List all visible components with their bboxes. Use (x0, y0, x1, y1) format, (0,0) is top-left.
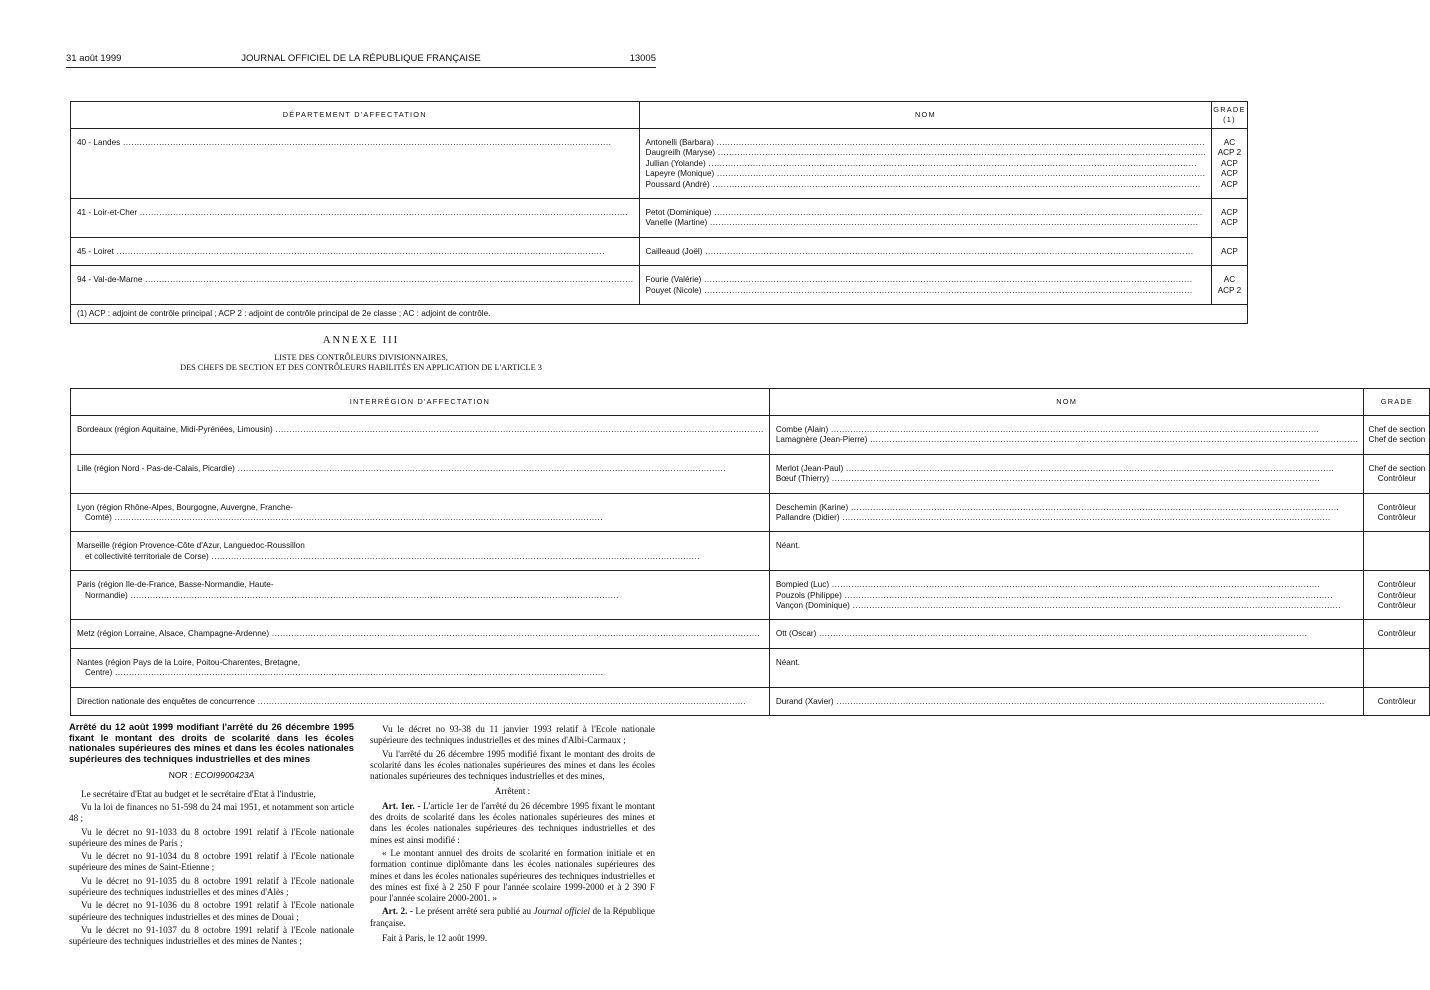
article-2 (370, 906, 655, 929)
article-1-quote: « Le montant annuel des droits de scolarité en formation initiale et en formation continue diplômante dans les écoles nationales supérieures des mines et dans les écoles nationales supérieures des techniques industrielles et des mines est fixé à 2 250 F pour l'année scolaire 1999-2000 et à 2 390 F pour l'année scolaire 2000-2001. » (370, 847, 655, 904)
annex-subtitle-line-2: DES CHEFS DE SECTION ET DES CONTRÔLEURS HABILITÉS EN APPLICATION DE L'ARTICLE 3 (180, 362, 542, 372)
person-name: Lamagnère (Jean-Pierre) ..... (776, 435, 1359, 445)
grade-value: Chef de section (1368, 463, 1426, 473)
name-cell (639, 266, 1212, 305)
table-row (71, 532, 1430, 571)
affectation-cell (71, 237, 640, 265)
grade-cell (1364, 620, 1430, 648)
grade-value: Contrôleur (1377, 513, 1417, 523)
grade-cell (1364, 571, 1430, 620)
decree-title: Arrêté du 12 août 1999 modifiant l'arrêté du 26 décembre 1995 fixant le montant des droits de scolarité dans les écoles nationales supérieures des mines et dans les écoles nationales supérieures des techniques industrielles et des mines (69, 721, 354, 764)
grade-value (1368, 541, 1425, 551)
person-name: Pallandre (Didier) ..... (776, 513, 1359, 523)
header-rule (66, 67, 656, 68)
nor-label: NOR : (168, 770, 193, 781)
affectation-cell (71, 620, 770, 648)
column-header-grade: GRADE (1) (1212, 102, 1247, 129)
grade-value: Contrôleur (1377, 629, 1417, 639)
affectation-cell (71, 571, 770, 620)
table-row (71, 687, 1430, 715)
grade-cell (1364, 532, 1430, 571)
affectation-cell (71, 266, 640, 305)
name-cell (639, 199, 1212, 238)
table-row (71, 199, 1248, 238)
grade-value: ACP (1221, 179, 1238, 189)
affectation-cell (71, 129, 640, 199)
table-header-row (71, 102, 1248, 129)
grade-value: ACP (1221, 208, 1238, 218)
decree-right-column (370, 724, 655, 946)
table-row (71, 454, 1430, 493)
grade-value: Contrôleur (1377, 580, 1417, 590)
grade-value (1368, 658, 1425, 668)
name-cell (639, 129, 1212, 199)
closing-line: Fait à Paris, le 12 août 1999. (382, 933, 488, 944)
body-paragraph: Vu la loi de finances no 51-598 du 24 mai 1951, et notamment son article 48 ; (69, 801, 354, 824)
header-date: 31 août 1999 (66, 53, 122, 64)
table-header-row (71, 389, 1430, 416)
grade-value: ACP (1221, 158, 1238, 168)
name-cell (769, 454, 1364, 493)
table-row (71, 129, 1248, 199)
grade-value: ACP 2 (1217, 285, 1242, 295)
grade-cell (1212, 266, 1247, 305)
affectation-cell (71, 687, 770, 715)
grade-value: ACP (1221, 246, 1238, 256)
affectation-cell (71, 648, 770, 687)
affectation-text: Metz (région Lorraine, Alsace, Champagne-Ardenne) ..... (77, 629, 764, 639)
column-header-interregion: INTERRÉGION D'AFFECTATION (71, 389, 770, 416)
annex-title: ANNEXE III (322, 335, 400, 346)
article-1-label: Art. 1er. - (382, 800, 421, 811)
affectation-text: Direction nationale des enquêtes de concurrence ..... (77, 697, 764, 707)
grade-cell (1212, 237, 1247, 265)
column-header-nom: NOM (639, 102, 1212, 129)
journal-title: JOURNAL OFFICIEL DE LA RÉPUBLIQUE FRANÇAISE (241, 53, 481, 64)
name-cell (769, 571, 1364, 620)
page-number: 13005 (629, 53, 656, 64)
table-row (71, 237, 1248, 265)
person-name: Petot (Dominique) ..... (646, 208, 1207, 218)
grade-cell (1212, 199, 1247, 238)
affectation-text: Centre) ..... (77, 668, 764, 678)
person-name: Vanelle (Martine) ..... (646, 218, 1207, 228)
controllers-table (70, 388, 1430, 716)
column-header-departement: DÉPARTEMENT D'AFFECTATION (71, 102, 640, 129)
body-paragraph: Vu le décret no 91-1036 du 8 octobre 1991 relatif à l'Ecole nationale supérieure des techniques industrielles et des mines de Douai ; (69, 900, 354, 922)
name-cell (769, 648, 1364, 687)
person-name: Bompied (Luc) ..... (776, 580, 1359, 590)
affectation-cell (71, 199, 640, 238)
grade-value: ACP (1221, 218, 1238, 228)
article-2-text-after: de la République française. (370, 906, 655, 928)
person-name: Cailleaud (Joël) ..... (646, 247, 1207, 257)
body-paragraph: Vu le décret no 91-1033 du 8 octobre 1991 relatif à l'Ecole nationale supérieure des mines de Paris ; (69, 826, 354, 848)
column-header-grade: GRADE (1364, 389, 1430, 416)
grade-value: Contrôleur (1377, 601, 1417, 611)
person-name: Merlot (Jean-Paul) ..... (776, 464, 1359, 474)
affectation-text: Lyon (région Rhône-Alpes, Bourgogne, Auvergne, Franche- (77, 502, 293, 512)
person-name: Deschemin (Karine) ..... (776, 503, 1359, 513)
body-paragraph: Le secrétaire d'Etat au budget et le secrétaire d'Etat à l'industrie, (81, 788, 316, 799)
agents-table (70, 101, 1248, 324)
table-footnote: (1) ACP : adjoint de contrôle principal ; ACP 2 : adjoint de contrôle principal de 2e classe ; AC : adjoint de contrôle. (71, 305, 1248, 324)
grade-cell (1364, 648, 1430, 687)
name-cell (769, 532, 1364, 571)
grade-value: Contrôleur (1377, 590, 1417, 600)
left-paragraphs (69, 789, 354, 948)
affectation-text: Normandie) ..... (77, 591, 764, 601)
table-row (71, 571, 1430, 620)
affectation-text: 45 - Loiret ..... (77, 247, 634, 257)
affectation-text: Nantes (région Pays de la Loire, Poitou-Charentes, Bretagne, (77, 657, 301, 667)
affectation-cell (71, 416, 770, 455)
person-name: Ott (Oscar) ..... (776, 629, 1359, 639)
grade-value: AC (1223, 275, 1236, 285)
table-row (71, 416, 1430, 455)
affectation-text: Marseille (région Provence-Côte d'Azur, Languedoc-Roussillon (77, 541, 305, 551)
table-row (71, 620, 1430, 648)
article-2-journal: Journal officiel (533, 906, 591, 917)
grade-value: Chef de section (1368, 425, 1426, 434)
grade-value: Contrôleur (1377, 696, 1417, 706)
person-name: Vançon (Dominique) ..... (776, 601, 1359, 611)
table-row (71, 648, 1430, 687)
grade-value: Contrôleur (1377, 502, 1417, 512)
decree-left-column (69, 722, 354, 950)
person-name: Antonelli (Barbara) ..... (646, 138, 1207, 148)
table-row (71, 493, 1430, 532)
column-header-nom: NOM (769, 389, 1364, 416)
affectation-text: 94 - Val-de-Marne ..... (77, 275, 634, 285)
body-paragraph: Vu le décret no 91-1035 du 8 octobre 1991 relatif à l'Ecole nationale supérieure des techniques industrielles et des mines d'Alès ; (69, 875, 354, 898)
body-paragraph: Vu l'arrêté du 26 décembre 1995 modifié fixant le montant des droits de scolarité dans les écoles nationales supérieures des mines et dans les écoles nationales supérieures des techniques industrielles et des mines, (370, 748, 655, 782)
grade-cell (1212, 129, 1247, 199)
person-name: Daugreilh (Maryse) ..... (646, 148, 1207, 158)
nor-code: ECOI9900423A (194, 770, 255, 781)
affectation-text: Comté) ..... (77, 513, 764, 523)
article-1 (370, 801, 655, 846)
name-cell (769, 687, 1364, 715)
affectation-text: 41 - Loir-et-Cher ..... (77, 208, 634, 218)
grade-cell (1364, 493, 1430, 532)
affectation-text: 40 - Landes ..... (77, 138, 634, 148)
person-name: Lapeyre (Monique) ..... (646, 169, 1207, 179)
grade-value: AC (1223, 138, 1236, 147)
name-cell (639, 237, 1212, 265)
person-name: Jullian (Yolande) ..... (646, 159, 1207, 169)
grade-value: Contrôleur (1377, 474, 1417, 484)
affectation-cell (71, 454, 770, 493)
article-1-text: L'article 1er de l'arrêté du 26 décembre 1995 fixant le montant des droits de scolarité dans les écoles nationales supérieures des mines et dans les écoles nationales supérieures des techniques industrielles et des mines est ainsi modifié : (370, 800, 655, 845)
person-name: Pouzols (Philippe) ..... (776, 591, 1359, 601)
affectation-text: Paris (région Ile-de-France, Basse-Normandie, Haute- (77, 580, 274, 590)
annex-subtitle (66, 353, 656, 372)
affectation-text: et collectivité territoriale de Corse) ..... (77, 552, 764, 562)
right-paragraphs (370, 724, 655, 782)
person-name: Durand (Xavier) ..... (776, 697, 1359, 707)
name-cell (769, 493, 1364, 532)
name-cell (769, 416, 1364, 455)
grade-cell (1364, 454, 1430, 493)
grade-cell (1364, 416, 1430, 455)
table-row (71, 266, 1248, 305)
person-name: Néant. (775, 541, 800, 551)
person-name: Poussard (André) ..... (646, 180, 1207, 190)
grade-value: ACP (1221, 169, 1238, 179)
body-paragraph: Vu le décret no 91-1034 du 8 octobre 1991 relatif à l'Ecole nationale supérieure des mines de Saint-Etienne ; (69, 851, 354, 873)
person-name: Pouyet (Nicole) ..... (646, 286, 1207, 296)
person-name: Néant. (775, 657, 800, 667)
article-2-label: Art. 2. - (382, 906, 413, 917)
name-cell (769, 620, 1364, 648)
affectation-cell (71, 493, 770, 532)
person-name: Combe (Alain) ..... (776, 425, 1359, 435)
grade-cell (1364, 687, 1430, 715)
person-name: Bœuf (Thierry) ..... (776, 474, 1359, 484)
body-paragraph: Vu le décret no 93-38 du 11 janvier 1993 relatif à l'Ecole nationale supérieure des techniques industrielles et des mines d'Albi-Carmaux ; (370, 724, 655, 746)
affectation-text: Lille (région Nord - Pas-de-Calais, Picardie) ..... (77, 464, 764, 474)
arretent-line: Arrêtent : (494, 786, 531, 797)
body-paragraph: Vu le décret no 91-1037 du 8 octobre 1991 relatif à l'Ecole nationale supérieure des techniques industrielles et des mines de Nantes ; (69, 924, 354, 947)
grade-value: Chef de section (1368, 435, 1426, 445)
grade-value: ACP 2 (1217, 148, 1242, 158)
nor-reference (69, 770, 354, 781)
person-name: Fourie (Valérie) ..... (646, 275, 1207, 285)
affectation-text: Bordeaux (région Aquitaine, Midi-Pyrénées, Limousin) ..... (77, 425, 764, 435)
affectation-cell (71, 532, 770, 571)
article-2-text-before: Le présent arrêté sera publié au (415, 906, 532, 917)
annex-subtitle-line-1: LISTE DES CONTRÔLEURS DIVISIONNAIRES, (274, 353, 448, 362)
